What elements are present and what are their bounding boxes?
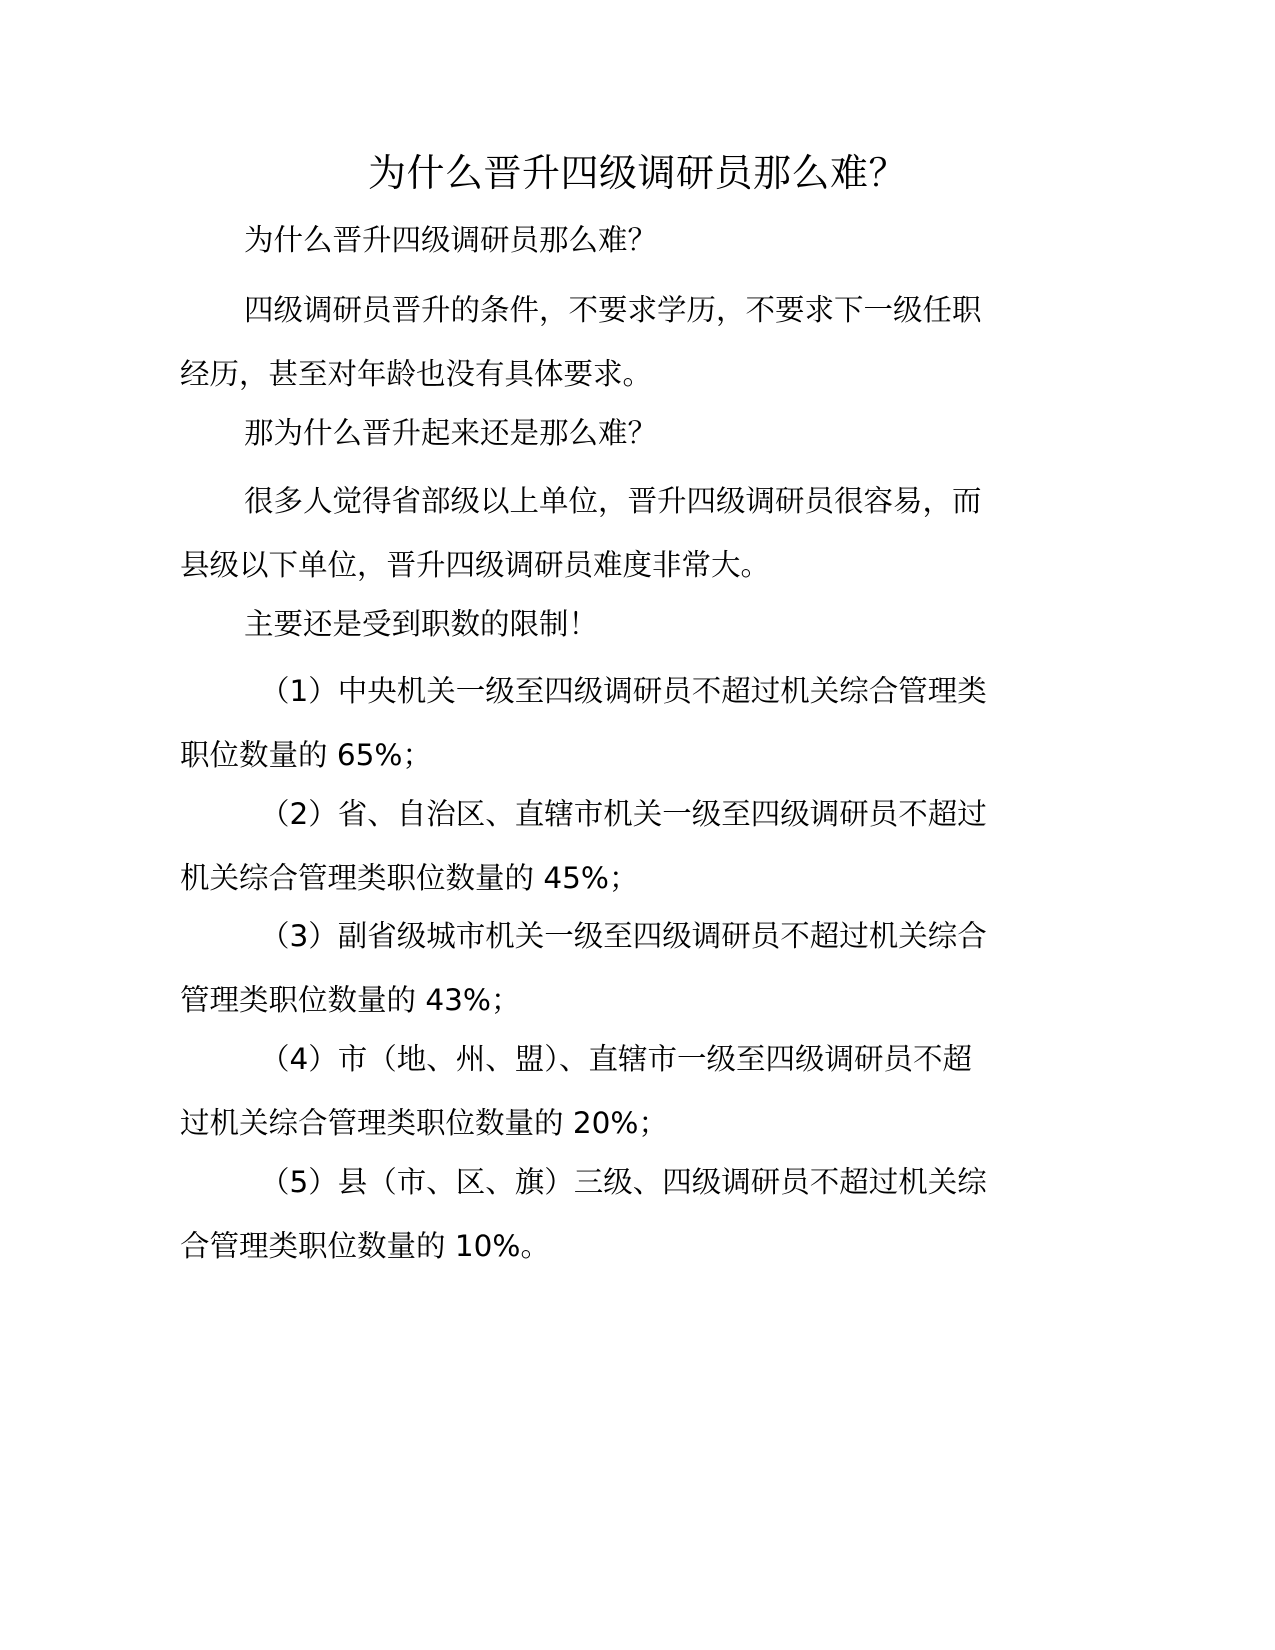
- paragraph-line: 四级调研员晋升的条件，不要求学历，不要求下一级任职: [244, 293, 982, 327]
- paragraph-line: 县级以下单位，晋升四级调研员难度非常大。: [180, 548, 771, 582]
- paragraph-line: 过机关综合管理类职位数量的 20%；: [180, 1106, 668, 1140]
- paragraph-conditions: [180, 278, 1095, 406]
- paragraph-line: （3）副省级城市机关一级至四级调研员不超过机关综合: [260, 919, 987, 953]
- paragraph-line: 主要还是受到职数的限制！: [244, 607, 599, 641]
- list-item-sub-provincial: [180, 904, 1095, 1032]
- paragraph-line: 那为什么晋升起来还是那么难？: [244, 416, 658, 450]
- paragraph-why-hard: [180, 401, 1095, 465]
- paragraph-quota-limit: [180, 592, 1095, 656]
- paragraph-line: 为什么晋升四级调研员那么难？: [244, 223, 658, 257]
- paragraph-line: （2）省、自治区、直辖市机关一级至四级调研员不超过: [260, 797, 987, 831]
- paragraph-line: （4）市（地、州、盟）、直辖市一级至四级调研员不超: [260, 1042, 973, 1076]
- document-title: 为什么晋升四级调研员那么难？: [367, 151, 907, 195]
- paragraph-line: （5）县（市、区、旗）三级、四级调研员不超过机关综: [260, 1165, 987, 1199]
- list-item-central: [180, 659, 1095, 787]
- paragraph-line: 经历，甚至对年龄也没有具体要求。: [180, 357, 653, 391]
- paragraph-line: （1）中央机关一级至四级调研员不超过机关综合管理类: [260, 674, 987, 708]
- list-item-provincial: [180, 782, 1095, 910]
- paragraph-unit-levels: [180, 469, 1095, 597]
- paragraph-line: 很多人觉得省部级以上单位，晋升四级调研员很容易，而: [244, 484, 982, 518]
- paragraph-line: 机关综合管理类职位数量的 45%；: [180, 861, 639, 895]
- list-item-county: [180, 1150, 1095, 1278]
- paragraph-question: [180, 208, 1095, 272]
- paragraph-line: 职位数量的 65%；: [180, 738, 432, 772]
- paragraph-line: 管理类职位数量的 43%；: [180, 983, 521, 1017]
- list-item-municipal: [180, 1027, 1095, 1155]
- paragraph-line: 合管理类职位数量的 10%。: [180, 1229, 550, 1263]
